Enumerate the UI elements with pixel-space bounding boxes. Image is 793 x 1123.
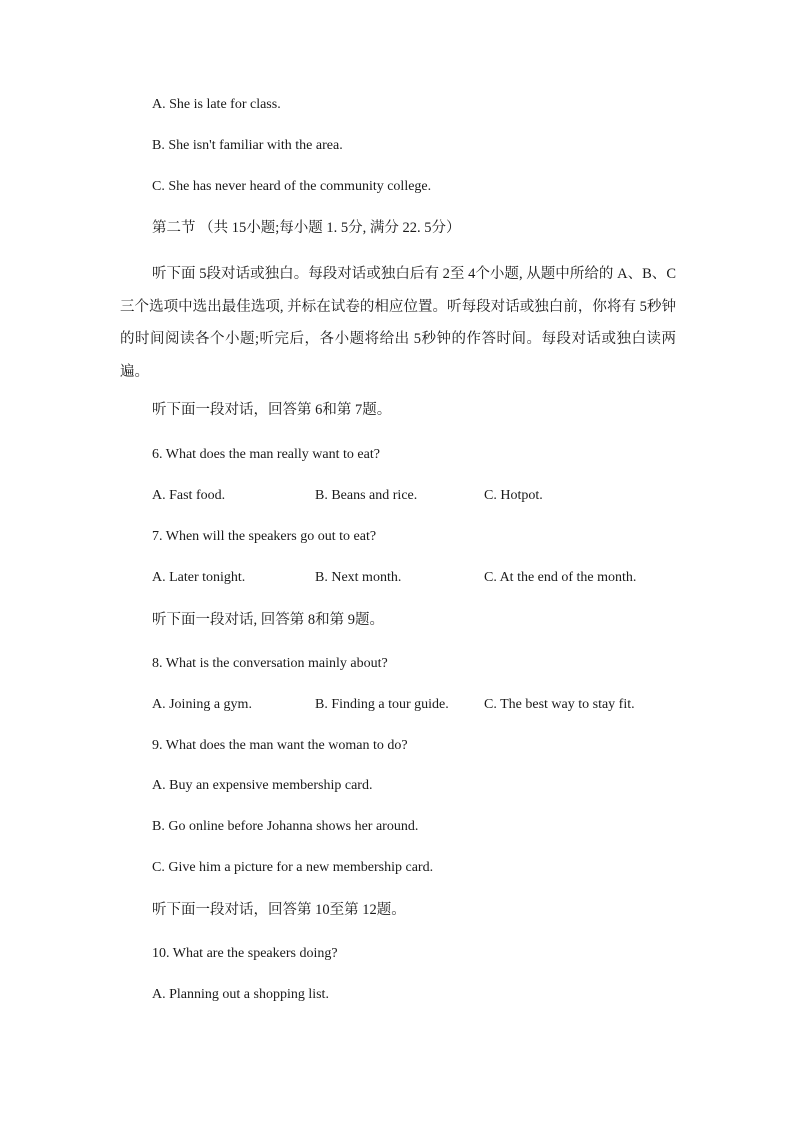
q5-option-a: A. She is late for class. xyxy=(152,97,281,112)
dialogue-10-12-prompt: 听下面一段对话，回答第 10至第 12题。 xyxy=(152,902,406,918)
q7-option-b: B. Next month. xyxy=(315,570,402,585)
q9-question: 9. What does the man want the woman to do? xyxy=(152,738,408,753)
q6-option-a: A. Fast food. xyxy=(152,488,226,503)
q8-option-a: A. Joining a gym. xyxy=(152,697,252,712)
q10-question: 10. What are the speakers doing? xyxy=(152,946,338,961)
q9-option-a: A. Buy an expensive membership card. xyxy=(152,778,373,793)
q9-option-b: B. Go online before Johanna shows her around. xyxy=(152,819,419,834)
dialogue-6-7-prompt: 听下面一段对话，回答第 6和第 7题。 xyxy=(152,402,392,418)
dialogue-8-9-prompt: 听下面一段对话, 回答第 8和第 9题。 xyxy=(152,612,384,628)
q8-option-c: C. The best way to stay fit. xyxy=(484,697,635,712)
q8-option-b: B. Finding a tour guide. xyxy=(315,697,449,712)
section-heading: 第二节 （共 15小题;每小题 1. 5分, 满分 22. 5分） xyxy=(152,220,461,236)
q9-option-c: C. Give him a picture for a new membership card. xyxy=(152,860,434,875)
q6-question: 6. What does the man really want to eat? xyxy=(152,447,380,462)
q8-question: 8. What is the conversation mainly about? xyxy=(152,656,388,671)
q6-option-b: B. Beans and rice. xyxy=(315,488,418,503)
q5-option-b: B. She isn't familiar with the area. xyxy=(152,138,343,153)
q7-option-a: A. Later tonight. xyxy=(152,570,246,585)
q5-option-c: C. She has never heard of the community college. xyxy=(152,179,432,194)
q10-option-a: A. Planning out a shopping list. xyxy=(152,987,329,1002)
q7-question: 7. When will the speakers go out to eat? xyxy=(152,529,377,544)
instructions-paragraph: 听下面 5段对话或独白。每段对话或独白后有 2至 4个小题, 从题中所给的 A、B、C三个选项中选出最佳选项, 并标在试卷的相应位置。听每段对话或独白前，你将有 5秒钟的时间阅读各个小题;听完后，各小题将给出 5秒钟的作答时间。每段对话或独白读两遍。 xyxy=(120,266,676,380)
q7-option-c: C. At the end of the month. xyxy=(484,570,637,585)
q6-option-c: C. Hotpot. xyxy=(484,488,543,503)
